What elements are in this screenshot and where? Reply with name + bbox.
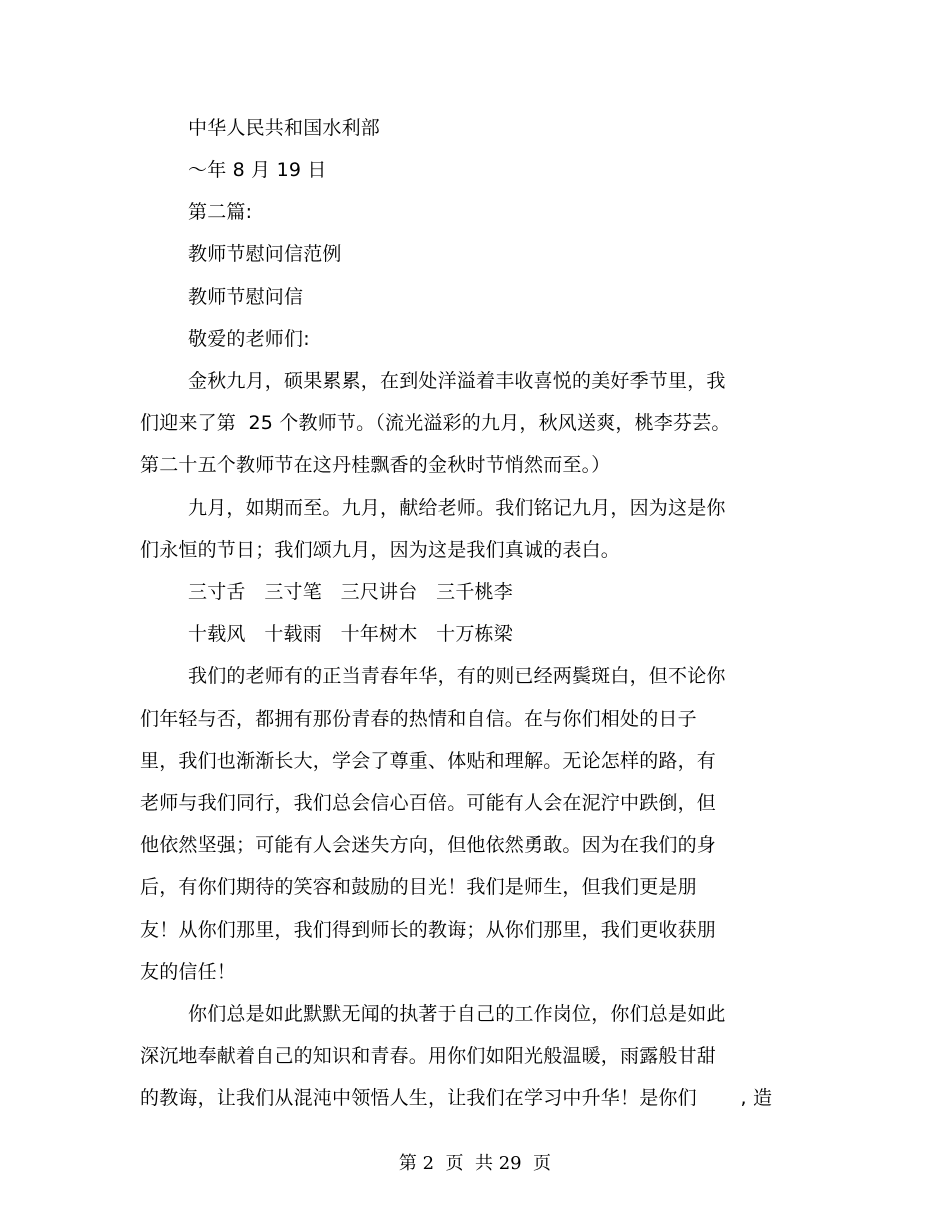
text-line: 的教诲，让我们从混沌中领悟人生，让我们在学习中升华！是你们 , 造 — [140, 1087, 773, 1109]
text-line: 我们的老师有的正当青春年华，有的则已经两鬓斑白，但不论你 — [188, 665, 726, 687]
text-line: 们迎来了第 25 个教师节。（流光溢彩的九月，秋风送爽，桃李芬芸。 — [140, 412, 731, 434]
text-line: 第二十五个教师节在这丹桂飘香的金秋时节悄然而至。） — [140, 454, 611, 476]
text-line: 第二篇: — [188, 201, 253, 223]
text-line: 敬爱的老师们: — [188, 328, 310, 350]
text-line: 友的信任！ — [140, 961, 237, 983]
text-line: 九月，如期而至。九月，献给老师。我们铭记九月，因为这是你 — [188, 497, 726, 519]
text-line: 教师节慰问信范例 — [188, 243, 342, 265]
text-line: 里，我们也渐渐长大，学会了尊重、体贴和理解。无论怎样的路，有 — [140, 750, 717, 772]
text-line: 友！从你们那里，我们得到师长的教诲；从你们那里，我们更收获朋 — [140, 919, 717, 941]
text-line: 金秋九月，硕果累累，在到处洋溢着丰收喜悦的美好季节里，我 — [188, 370, 726, 392]
text-line: ～年 8 月 19 日 — [188, 159, 327, 181]
text-line: 后，有你们期待的笑容和鼓励的目光！我们是师生，但我们更是朋 — [140, 876, 697, 898]
text-line: 们永恒的节日；我们颂九月，因为这是我们真诚的表白。 — [140, 539, 621, 561]
text-line: 老师与我们同行，我们总会信心百倍。可能有人会在泥泞中跌倒，但 — [140, 792, 717, 814]
text-line: 你们总是如此默默无闻的执著于自己的工作岗位，你们总是如此 — [188, 1003, 726, 1025]
page-footer: 第 2 页 共 29 页 — [398, 1153, 552, 1174]
text-line: 十载风 十载雨 十年树木 十万栋梁 — [188, 623, 513, 645]
text-line: 们年轻与否，都拥有那份青春的热情和自信。在与你们相处的日子 — [140, 708, 697, 730]
text-line: 三寸舌 三寸笔 三尺讲台 三千桃李 — [188, 581, 513, 603]
text-line: 他依然坚强；可能有人会迷失方向，但他依然勇敢。因为在我们的身 — [140, 834, 717, 856]
text-line: 深沉地奉献着自己的知识和青春。用你们如阳光般温暖，雨露般甘甜 — [140, 1045, 717, 1067]
text-line: 中华人民共和国水利部 — [188, 117, 381, 139]
text-line: 教师节慰问信 — [188, 286, 304, 308]
